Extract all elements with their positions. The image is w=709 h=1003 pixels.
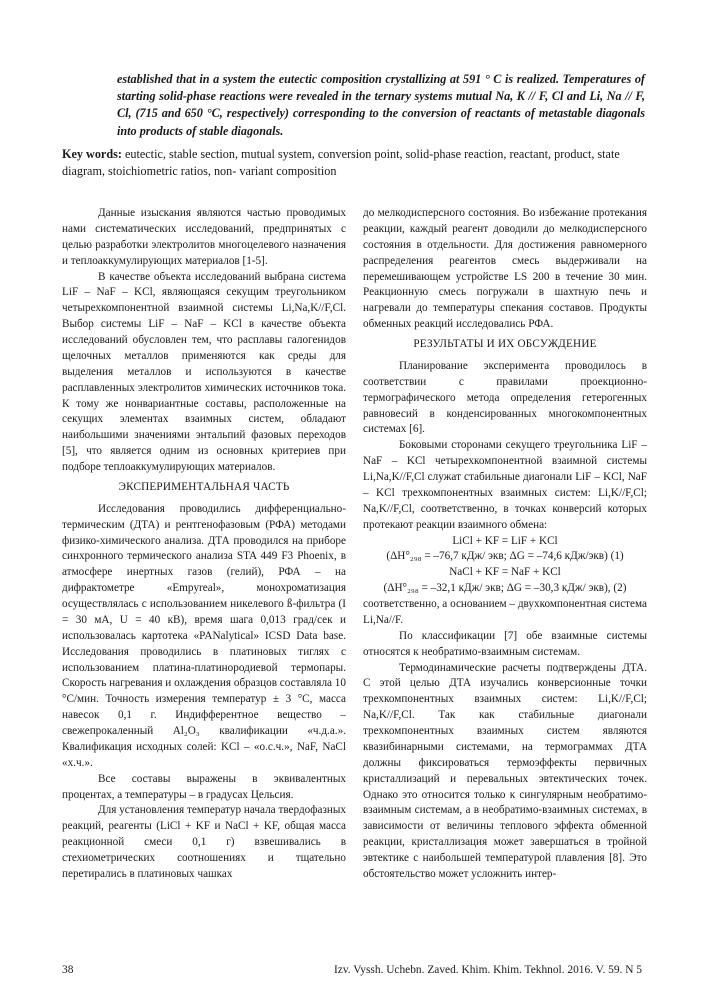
paragraph-classification: По классификации [7] обе взаимные системы относятся к необратимо-взаимным системам. xyxy=(363,629,647,658)
abstract-text: established that in a system the eutectic composition crystallizing at 591 ° C is realized. Temperatures of starting solid-phase reactions were revealed in the ternary systems mutual Na, K // F, Cl and Li, Na // F, Cl, (715 and 650 °C, respectively) corresponding to the conversion of reactants of metastable diagonals into products of stable diagonals. xyxy=(117,72,645,138)
paragraph-diagonals: Боковыми сторонами секущего треугольника LiF – NaF – KCl четырехкомпонентной взаимной системы Li,Na,K//F,Cl служат стабильные диагонали LiF – KCl, NaF – KCl трехкомпонентных взаимных систем: Li,K//F,Cl; Na,K//F,Cl, соответственно, в точках конверсий которых протекают реакции взаимного обмена: xyxy=(363,439,647,531)
paragraph-methods: Исследования проводились дифференциально-термическим (ДТА) и рентгенофазовым (РФА) методами физико-химического анализа. ДТА проводился на приборе синхронного термического анализа STA 449 F3 Phoenix, в атмосфере инертных газов (гелий), РФА – на дифрактометре «Empyreal», монохроматизация осуществлялась с использованием никелевого ß-фильтра (I = 30 мА, U = 40 кВ), время шага 0,013 град/сек и использовалась картотека «PANalytical» ICSD Data base. Исследования проводились в платиновых тиглях с использованием платина-платинородиевой термопары. Скорость нагревания и охлаждения образцов составляла 10 °С/мин. Точность измерения температур ± 3 °С, масса навесок 0,1 г. Индифферентное вещество – свежепрокаленный Al₂O₃ квалификации «ч.д.а.». Квалификация исходных солей: KCl – «о.с.ч.», NaF, NaCl «х.ч.». xyxy=(62,502,346,769)
paragraph-thermodynamics: Термодинамические расчеты подтверждены ДТА. С этой целью ДТА изучались конверсионные точки трехкомпонентных взаимных систем: Li,K//F,Cl; Na,K//F,Cl. Так как стабильные диагонали трехкомпонентных взаимных систем являются квазибинарными системами, на термограммах ДТА должны фиксироваться термоэффекты первичных кристаллизаций и перевальных эвтектических точек. Однако это относится только к сингулярным необратимо-взаимным системам, а в необратимо-взаимных системах, в зависимости от величины теплового эффекта обменной реакции, кристаллизация может завершаться в тройной эвтектике с наибольшей температурой плавления [8]. Это обстоятельство может усложнить интер- xyxy=(363,661,647,880)
keywords-label: Key words: xyxy=(62,147,122,161)
paragraph-planning: Планирование эксперимента проводилось в соответствии с правилами проекционно-термографического метода определения гетерогенных равновесий в конденсированных многокомпонентных системах [6]. xyxy=(363,359,647,436)
equation-2-thermo: (ΔH°₂₉₈ = –32,1 кДж/ экв; ΔG = –30,3 кДж/ экв), (2) xyxy=(383,582,627,595)
equation-1: LiCl + KF = LiF + KCl xyxy=(452,534,558,547)
keywords-text: eutectic, stable section, mutual system, conversion point, solid-phase reaction, reactant, product, state diagram, stoichiometric ratios, non- variant composition xyxy=(62,147,620,179)
right-column xyxy=(363,206,647,883)
page-number: 38 xyxy=(62,964,74,976)
paragraph-base: соответственно, а основанием – двухкомпонентная система Li,Na//F. xyxy=(363,598,647,626)
left-column xyxy=(62,206,346,883)
paragraph-units: Все составы выражены в эквивалентных процентах, а температуры – в градусах Цельсия. xyxy=(62,772,346,801)
equation-2: NaCl + KF = NaF + KCl xyxy=(449,566,561,579)
equation-1-thermo: (ΔH°₂₉₈ = –76,7 кДж/ экв; ΔG = –74,6 кДж/экв) (1) xyxy=(386,550,624,563)
paragraph-object: В качестве объекта исследований выбрана система LiF – NaF – KCl, являющаяся секущим треугольником четырехкомпонентной взаимной системы Li,Na,K//F,Cl. Выбор системы LiF – NaF – KCl в качестве объекта исследований обусловлен тем, что расплавы галогенидов щелочных металлов применяются как среды для выделения металлов и используются в качестве расплавленных электролитов химических источников тока. К тому же нонвариантные составы, расположенные на секущих элементах взаимных систем, обладают наибольшими значениями энтальпий фазовых переходов [5], что является одним из основных критериев при подборе теплоаккумулирующих материалов. xyxy=(62,270,346,473)
paragraph-continued: до мелкодисперсного состояния. Во избежание протекания реакции, каждый реагент доводили до мелкодисперсного состояния в отдельности. Для достижения равномерного распределения реагентов смесь выдерживали на перемешивающем устройстве LS 200 в течение 30 мин. Реакционную смесь погружали в шахтную печь и нагревали до температуры спекания составов. Продукты обменных реакций исследовались РФА. xyxy=(363,207,647,331)
paragraph-intro: Данные изыскания являются частью проводимых нами систематических исследований, предпринятых с целью разработки электролитов многоцелевого назначения и теплоаккумулирующих материалов [1-5]. xyxy=(62,207,346,267)
section-heading-results: РЕЗУЛЬТАТЫ И ИХ ОБСУЖДЕНИЕ xyxy=(413,338,597,350)
journal-citation: Izv. Vyssh. Uchebn. Zaved. Khim. Khim. Tekhnol. 2016. V. 59. N 5 xyxy=(334,964,642,976)
paragraph-reactions-setup: Для установления температур начала твердофазных реакций, реагенты (LiCl + KF и NaCl + KF, общая масса реакционной смеси 0,1 г) взвешивались в стехиометрических соотношениях и тщательно перетирались в платиновых чашках xyxy=(62,804,346,880)
page-footer xyxy=(62,964,642,976)
keywords-paragraph xyxy=(62,146,642,181)
section-heading-experimental: ЭКСПЕРИМЕНТАЛЬНАЯ ЧАСТЬ xyxy=(118,480,290,493)
